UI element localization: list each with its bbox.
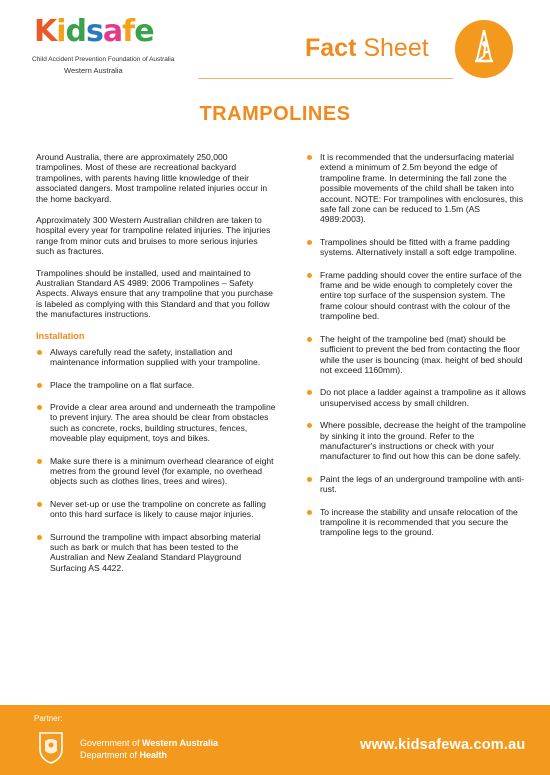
wa-government-crest-icon <box>36 729 66 765</box>
list-item: Do not place a ladder against a trampoline as it allows unsupervised access by small children. <box>306 387 528 408</box>
list-item: Never set-up or use the trampoline on concrete as falling onto this hard surface is likely to cause major injuries. <box>36 499 276 520</box>
website-link[interactable]: www.kidsafewa.com.au <box>360 737 526 753</box>
list-item: Surround the trampoline with impact absorbing material such as bark or mulch that has been tested to the Australian and New Zealand Standard Playground Surfacing AS 4422. <box>36 532 276 574</box>
logo-wordmark: Kidsafe <box>34 14 154 49</box>
bullet-icon <box>307 337 312 342</box>
list-item: Make sure there is a minimum overhead clearance of eight metres from the ground level (for example, no overhead objects such as clothes lines, trees and wires). <box>36 456 276 487</box>
left-column <box>36 152 276 585</box>
list-item: Provide a clear area around and underneath the trampoline to prevent injury. The area should be clear from obstacles such as concrete, rocks, building structures, fences, moveable play equipment, toys and bikes. <box>36 402 276 444</box>
list-item: The height of the trampoline bed (mat) should be sufficient to prevent the bed from contacting the floor while the user is bouncing (max. height of bed should not exceed 1160mm). <box>306 334 528 376</box>
intro-paragraph: Around Australia, there are approximately 250,000 trampolines. Most of these are recreational backyard trampolines, with parents having little knowledge of their associated dangers. Most trampoline related injuries occur in the home backyard. <box>36 152 268 204</box>
list-item: Place the trampoline on a flat surface. <box>36 380 276 390</box>
bullet-icon <box>307 390 312 395</box>
logo-region: Western Australia <box>64 66 123 75</box>
installation-heading: Installation <box>36 330 85 341</box>
page-title: TRAMPOLINES <box>199 103 351 125</box>
bullet-icon <box>37 350 42 355</box>
installation-list <box>36 347 276 574</box>
government-name: Government of Western Australia <box>80 738 219 748</box>
bullet-icon <box>307 273 312 278</box>
partner-label: Partner: <box>34 714 63 723</box>
bullet-icon <box>37 535 42 540</box>
logo-subtitle: Child Accident Prevention Foundation of Australia <box>32 56 175 63</box>
header <box>0 0 550 95</box>
right-column <box>306 152 528 550</box>
list-item: Frame padding should cover the entire surface of the frame and be wide enough to completely cover the entire top surface of the suspension system. The frame colour should contrast with the colour of the trampoline bed. <box>306 270 528 322</box>
list-item: Where possible, decrease the height of the trampoline by sinking it into the ground. Refer to the manufacturer's instructions or check with your manufacturer to find out how this can be done safely. <box>306 420 528 462</box>
recommendations-list <box>306 152 528 538</box>
list-item: Paint the legs of an underground trampoline with anti-rust. <box>306 474 528 495</box>
header-divider <box>198 78 453 79</box>
swing-icon <box>455 20 513 78</box>
bullet-icon <box>37 502 42 507</box>
kidsafe-logo <box>30 12 200 82</box>
department-name: Department of Health <box>80 750 168 760</box>
bullet-icon <box>307 240 312 245</box>
list-item: Trampolines should be fitted with a frame padding systems. Alternatively install a soft edge trampoline. <box>306 237 528 258</box>
list-item: Always carefully read the safety, installation and maintenance information supplied with your trampoline. <box>36 347 276 368</box>
standard-paragraph: Trampolines should be installed, used and maintained to Australian Standard AS 4989: 2006 Trampolines – Safety Aspects. Always ensure that any trampoline that you purchase is labeled as complying with this Standard and that you follow the manufactures instructions. <box>36 267 273 320</box>
fact-sheet-title: Fact Sheet <box>305 34 429 62</box>
footer <box>0 705 550 775</box>
bullet-icon <box>307 477 312 482</box>
bullet-icon <box>37 405 42 410</box>
bullet-icon <box>307 155 312 160</box>
bullet-icon <box>307 423 312 428</box>
list-item: It is recommended that the undersurfacing material extend a minimum of 2.5m beyond the edge of trampoline frame. In determining the fall zone the possible movements of the child shall be taken into account. NOTE: For trampolines with enclosures, this safe fall zone can be reduced to 1.5m (AS 4989:2003). <box>306 152 528 225</box>
bullet-icon <box>307 510 312 515</box>
bullet-icon <box>37 383 42 388</box>
bullet-icon <box>37 459 42 464</box>
list-item: To increase the stability and unsafe relocation of the trampoline it is recommended that you secure the trampoline legs to the ground. <box>306 507 528 538</box>
injury-paragraph: Approximately 300 Western Australian children are taken to hospital every year for trampoline related injuries. The injuries range from minor cuts and bruises to more serious injuries such as fractures. <box>36 215 271 257</box>
